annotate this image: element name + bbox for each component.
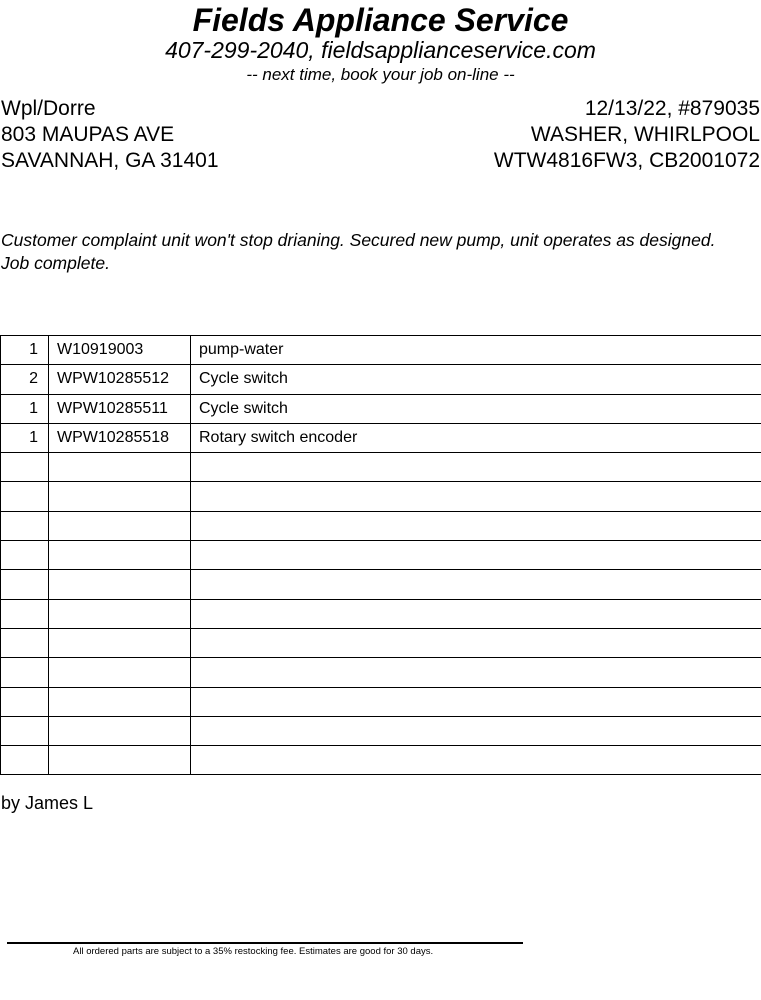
part-number xyxy=(49,716,191,745)
part-number xyxy=(49,687,191,716)
parts-table xyxy=(0,335,761,775)
part-description: pump-water xyxy=(191,336,761,365)
part-description xyxy=(191,658,761,687)
part-description xyxy=(191,716,761,745)
part-description xyxy=(191,570,761,599)
part-qty: 2 xyxy=(1,365,49,394)
part-qty xyxy=(1,511,49,540)
table-row xyxy=(1,511,761,540)
part-number xyxy=(49,482,191,511)
booking-note: -- next time, book your job on-line -- xyxy=(246,65,515,84)
part-number xyxy=(49,511,191,540)
table-row xyxy=(1,482,761,511)
part-description xyxy=(191,482,761,511)
table-row xyxy=(1,687,761,716)
part-qty: 1 xyxy=(1,423,49,452)
part-number xyxy=(49,453,191,482)
service-notes: Customer complaint unit won't stop drianing. Secured new pump, unit operates as designed. Job complete. xyxy=(1,230,716,273)
customer-name: Wpl/Dorre xyxy=(1,97,96,120)
part-description xyxy=(191,541,761,570)
table-row xyxy=(1,599,761,628)
part-qty xyxy=(1,570,49,599)
part-number xyxy=(49,628,191,657)
table-row xyxy=(1,453,761,482)
job-appliance: WASHER, WHIRLPOOL xyxy=(530,123,760,146)
table-row xyxy=(1,628,761,657)
footer-disclaimer: All ordered parts are subject to a 35% restocking fee. Estimates are good for 30 days. xyxy=(73,946,434,957)
job-model-serial: WTW4816FW3, CB2001072 xyxy=(493,149,760,172)
part-qty xyxy=(1,482,49,511)
table-row xyxy=(1,746,761,775)
customer-city-state-zip: SAVANNAH, GA 31401 xyxy=(1,149,219,172)
table-row xyxy=(1,716,761,745)
part-number: WPW10285512 xyxy=(49,365,191,394)
part-description xyxy=(191,599,761,628)
part-number xyxy=(49,599,191,628)
part-number: W10919003 xyxy=(49,336,191,365)
part-number xyxy=(49,541,191,570)
parts-table-body xyxy=(1,336,761,775)
part-number: WPW10285511 xyxy=(49,394,191,423)
part-qty: 1 xyxy=(1,394,49,423)
part-description: Cycle switch xyxy=(191,394,761,423)
job-date-number: 12/13/22, #879035 xyxy=(584,97,760,120)
company-name: Fields Appliance Service xyxy=(192,2,569,38)
part-number xyxy=(49,570,191,599)
table-row xyxy=(1,541,761,570)
table-row xyxy=(1,658,761,687)
part-qty xyxy=(1,541,49,570)
table-row xyxy=(1,570,761,599)
part-qty xyxy=(1,687,49,716)
part-qty xyxy=(1,453,49,482)
table-row xyxy=(1,394,761,423)
part-qty xyxy=(1,746,49,775)
company-contact: 407-299-2040, fieldsapplianceservice.com xyxy=(165,37,596,63)
part-description xyxy=(191,628,761,657)
part-qty xyxy=(1,716,49,745)
part-description xyxy=(191,746,761,775)
customer-street: 803 MAUPAS AVE xyxy=(1,123,175,146)
technician-signoff: by James L xyxy=(1,793,94,813)
customer-info xyxy=(1,96,219,174)
part-number xyxy=(49,658,191,687)
part-qty: 1 xyxy=(1,336,49,365)
table-row xyxy=(1,336,761,365)
part-number xyxy=(49,746,191,775)
table-row xyxy=(1,365,761,394)
job-info xyxy=(494,96,760,174)
part-qty xyxy=(1,599,49,628)
part-description: Rotary switch encoder xyxy=(191,423,761,452)
part-description xyxy=(191,453,761,482)
part-description: Cycle switch xyxy=(191,365,761,394)
part-qty xyxy=(1,658,49,687)
part-description xyxy=(191,511,761,540)
part-description xyxy=(191,687,761,716)
footer-divider xyxy=(7,942,523,944)
table-row xyxy=(1,423,761,452)
part-qty xyxy=(1,628,49,657)
part-number: WPW10285518 xyxy=(49,423,191,452)
